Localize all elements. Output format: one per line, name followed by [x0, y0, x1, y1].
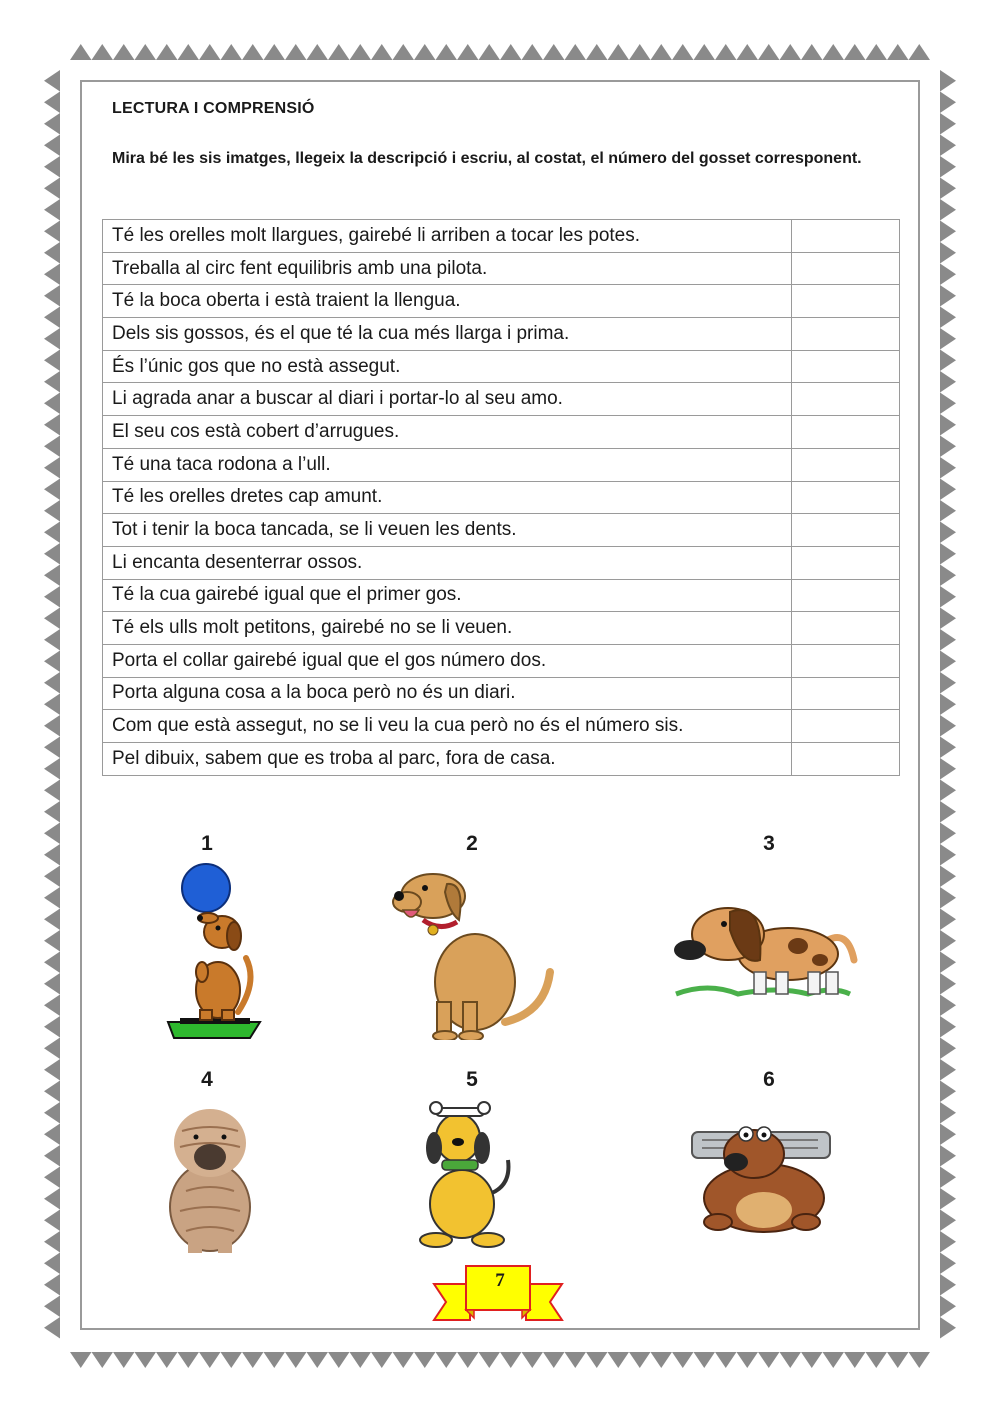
border-tooth: [44, 1231, 60, 1253]
border-tooth: [940, 715, 956, 737]
border-tooth: [940, 242, 956, 264]
border-tooth: [940, 801, 956, 823]
border-tooth: [44, 1038, 60, 1060]
border-tooth: [156, 1352, 178, 1368]
instructions: Mira bé les sis imatges, llegeix la descripció i escriu, al costat, el número del gosset corresponent.: [112, 150, 862, 167]
border-tooth: [44, 264, 60, 286]
border-tooth: [44, 887, 60, 909]
border-tooth: [866, 44, 888, 60]
border-tooth: [92, 1352, 114, 1368]
border-tooth: [44, 608, 60, 630]
border-tooth: [801, 44, 823, 60]
border-tooth: [44, 844, 60, 866]
border-tooth: [940, 350, 956, 372]
border-tooth: [940, 264, 956, 286]
brown-dog-with-newspaper-icon: [688, 1118, 838, 1236]
border-tooth: [44, 350, 60, 372]
border-tooth: [44, 1167, 60, 1189]
border-tooth: [70, 44, 92, 60]
border-tooth: [586, 1352, 608, 1368]
description-text: Té la cua gairebé igual que el primer gos.: [103, 579, 792, 612]
border-tooth: [242, 1352, 264, 1368]
border-tooth: [285, 44, 307, 60]
border-tooth: [940, 414, 956, 436]
dog-number-5: 5: [466, 1068, 478, 1091]
border-tooth: [350, 1352, 372, 1368]
border-tooth: [44, 1253, 60, 1275]
border-tooth: [70, 1352, 92, 1368]
border-tooth: [522, 44, 544, 60]
border-tooth: [940, 113, 956, 135]
table-row: [103, 743, 900, 776]
border-tooth: [651, 44, 673, 60]
border-tooth: [135, 44, 157, 60]
border-tooth: [940, 780, 956, 802]
border-tooth: [586, 44, 608, 60]
border-tooth: [500, 1352, 522, 1368]
border-tooth: [823, 44, 845, 60]
table-row: [103, 318, 900, 351]
answer-cell[interactable]: [792, 710, 900, 743]
border-tooth: [940, 543, 956, 565]
border-tooth: [44, 758, 60, 780]
border-tooth: [199, 1352, 221, 1368]
sitting-dog-tongue-out-icon: [385, 862, 560, 1040]
border-tooth: [940, 1124, 956, 1146]
border-tooth: [44, 694, 60, 716]
border-tooth: [479, 44, 501, 60]
border-tooth: [44, 414, 60, 436]
answer-cell[interactable]: [792, 644, 900, 677]
answer-cell[interactable]: [792, 350, 900, 383]
border-tooth: [940, 565, 956, 587]
table-row: [103, 546, 900, 579]
table-row: [103, 644, 900, 677]
border-tooth: [44, 156, 60, 178]
answer-cell[interactable]: [792, 579, 900, 612]
border-tooth: [909, 1352, 931, 1368]
border-tooth: [940, 371, 956, 393]
border-tooth: [940, 758, 956, 780]
description-text: Tot i tenir la boca tancada, se li veuen les dents.: [103, 514, 792, 547]
table-row: [103, 481, 900, 514]
border-tooth: [44, 543, 60, 565]
border-tooth: [44, 909, 60, 931]
border-tooth: [350, 44, 372, 60]
border-tooth: [44, 457, 60, 479]
description-text: Té la boca oberta i està traient la llengua.: [103, 285, 792, 318]
border-tooth: [44, 1016, 60, 1038]
border-tooth: [887, 44, 909, 60]
border-tooth: [844, 44, 866, 60]
border-tooth: [758, 1352, 780, 1368]
border-tooth: [393, 44, 415, 60]
border-tooth: [156, 44, 178, 60]
table-row: [103, 514, 900, 547]
border-tooth: [940, 221, 956, 243]
answer-cell[interactable]: [792, 252, 900, 285]
border-tooth: [44, 1102, 60, 1124]
border-tooth: [608, 44, 630, 60]
border-tooth: [44, 651, 60, 673]
border-tooth: [940, 1210, 956, 1232]
table-row: [103, 252, 900, 285]
border-tooth: [940, 522, 956, 544]
border-tooth: [940, 70, 956, 92]
answer-cell[interactable]: [792, 416, 900, 449]
border-tooth: [940, 135, 956, 157]
border-tooth: [285, 1352, 307, 1368]
border-tooth: [940, 586, 956, 608]
border-tooth: [940, 1274, 956, 1296]
border-tooth: [44, 522, 60, 544]
border-tooth: [44, 1124, 60, 1146]
border-tooth: [44, 221, 60, 243]
page-heading: LECTURA I COMPRENSIÓ: [112, 100, 315, 117]
border-tooth: [672, 44, 694, 60]
border-tooth: [940, 479, 956, 501]
border-tooth: [543, 1352, 565, 1368]
border-tooth: [940, 737, 956, 759]
page-number: 7: [495, 1270, 505, 1291]
border-tooth: [940, 973, 956, 995]
border-tooth: [737, 44, 759, 60]
border-tooth: [940, 952, 956, 974]
border-tooth: [44, 1210, 60, 1232]
border-tooth: [940, 328, 956, 350]
border-tooth: [940, 1038, 956, 1060]
table-row: [103, 416, 900, 449]
border-tooth: [44, 371, 60, 393]
border-tooth: [44, 1188, 60, 1210]
border-tooth: [264, 1352, 286, 1368]
border-tooth: [44, 737, 60, 759]
border-tooth: [44, 393, 60, 415]
border-tooth: [940, 823, 956, 845]
description-text: Porta el collar gairebé igual que el gos número dos.: [103, 644, 792, 677]
border-tooth: [715, 44, 737, 60]
border-tooth: [940, 156, 956, 178]
border-tooth: [457, 44, 479, 60]
answer-cell[interactable]: [792, 318, 900, 351]
border-tooth: [44, 973, 60, 995]
border-tooth: [940, 457, 956, 479]
border-tooth: [221, 44, 243, 60]
border-tooth: [651, 1352, 673, 1368]
border-tooth: [940, 285, 956, 307]
border-tooth: [694, 1352, 716, 1368]
border-tooth: [44, 780, 60, 802]
border-tooth: [844, 1352, 866, 1368]
border-tooth: [44, 1081, 60, 1103]
border-tooth: [909, 44, 931, 60]
border-tooth: [242, 44, 264, 60]
description-table: [102, 219, 900, 776]
border-tooth: [178, 1352, 200, 1368]
border-tooth: [940, 307, 956, 329]
border-tooth: [887, 1352, 909, 1368]
yellow-dog-with-bone-icon: [412, 1100, 522, 1250]
border-tooth: [940, 866, 956, 888]
description-text: Té les orelles molt llargues, gairebé li arriben a tocar les potes.: [103, 220, 792, 253]
border-tooth: [694, 44, 716, 60]
description-text: El seu cos està cobert d’arrugues.: [103, 416, 792, 449]
border-tooth: [44, 1274, 60, 1296]
border-tooth: [940, 436, 956, 458]
border-tooth: [479, 1352, 501, 1368]
table-row: [103, 612, 900, 645]
border-tooth: [940, 1059, 956, 1081]
table-row: [103, 220, 900, 253]
border-tooth: [940, 500, 956, 522]
table-row: [103, 579, 900, 612]
description-text: Té les orelles dretes cap amunt.: [103, 481, 792, 514]
border-tooth: [113, 44, 135, 60]
border-tooth: [44, 113, 60, 135]
border-tooth: [44, 995, 60, 1017]
border-tooth: [44, 479, 60, 501]
border-tooth: [199, 44, 221, 60]
border-tooth: [758, 44, 780, 60]
dog-number-4: 4: [201, 1068, 213, 1091]
border-tooth: [940, 672, 956, 694]
description-text: Pel dibuix, sabem que es troba al parc, fora de casa.: [103, 743, 792, 776]
answer-cell[interactable]: [792, 285, 900, 318]
border-tooth: [940, 1296, 956, 1318]
border-tooth: [44, 565, 60, 587]
border-tooth: [264, 44, 286, 60]
description-text: És l’únic gos que no està assegut.: [103, 350, 792, 383]
border-tooth: [940, 1102, 956, 1124]
table-row: [103, 285, 900, 318]
description-text: Porta alguna cosa a la boca però no és un diari.: [103, 677, 792, 710]
answer-cell[interactable]: [792, 743, 900, 776]
dog-number-3: 3: [763, 832, 775, 855]
border-tooth: [629, 44, 651, 60]
border-tooth: [543, 44, 565, 60]
border-tooth: [393, 1352, 415, 1368]
dog-number-6: 6: [763, 1068, 775, 1091]
dog-number-1: 1: [201, 832, 213, 855]
border-tooth: [940, 1081, 956, 1103]
border-tooth: [44, 1145, 60, 1167]
border-tooth: [565, 44, 587, 60]
border-tooth: [44, 178, 60, 200]
border-tooth: [940, 1167, 956, 1189]
description-text: Com que està assegut, no se li veu la cua però no és el número sis.: [103, 710, 792, 743]
description-text: Dels sis gossos, és el que té la cua més llarga i prima.: [103, 318, 792, 351]
border-tooth: [44, 199, 60, 221]
border-tooth: [940, 608, 956, 630]
border-tooth: [44, 715, 60, 737]
border-tooth: [371, 44, 393, 60]
border-tooth: [44, 1296, 60, 1318]
answer-cell[interactable]: [792, 514, 900, 547]
border-tooth: [940, 92, 956, 114]
answer-cell[interactable]: [792, 448, 900, 481]
border-tooth: [436, 44, 458, 60]
border-tooth: [940, 199, 956, 221]
border-tooth: [92, 44, 114, 60]
border-tooth: [780, 1352, 802, 1368]
table-row: [103, 350, 900, 383]
border-tooth: [44, 1317, 60, 1339]
border-tooth: [940, 995, 956, 1017]
border-tooth: [940, 651, 956, 673]
border-tooth: [940, 930, 956, 952]
border-tooth: [44, 629, 60, 651]
border-tooth: [44, 801, 60, 823]
table-row: [103, 383, 900, 416]
border-tooth: [940, 909, 956, 931]
border-tooth: [672, 1352, 694, 1368]
border-tooth: [44, 866, 60, 888]
border-tooth: [629, 1352, 651, 1368]
border-tooth: [940, 629, 956, 651]
border-tooth: [780, 44, 802, 60]
border-tooth: [44, 328, 60, 350]
description-text: Li agrada anar a buscar al diari i portar-lo al seu amo.: [103, 383, 792, 416]
border-tooth: [178, 44, 200, 60]
border-tooth: [940, 1253, 956, 1275]
table-row: [103, 448, 900, 481]
description-text: Té els ulls molt petitons, gairebé no se li veuen.: [103, 612, 792, 645]
border-tooth: [44, 672, 60, 694]
border-tooth: [44, 930, 60, 952]
answer-cell[interactable]: [792, 220, 900, 253]
border-tooth: [866, 1352, 888, 1368]
border-tooth: [44, 500, 60, 522]
table-row: [103, 677, 900, 710]
border-tooth: [414, 1352, 436, 1368]
border-tooth: [113, 1352, 135, 1368]
answer-cell[interactable]: [792, 612, 900, 645]
border-tooth: [457, 1352, 479, 1368]
border-tooth: [801, 1352, 823, 1368]
border-tooth: [328, 1352, 350, 1368]
border-tooth: [307, 44, 329, 60]
border-tooth: [940, 1145, 956, 1167]
border-tooth: [940, 694, 956, 716]
border-tooth: [565, 1352, 587, 1368]
border-tooth: [940, 1016, 956, 1038]
border-tooth: [715, 1352, 737, 1368]
border-tooth: [44, 1059, 60, 1081]
border-tooth: [307, 1352, 329, 1368]
border-tooth: [414, 44, 436, 60]
border-tooth: [44, 436, 60, 458]
description-text: Té una taca rodona a l’ull.: [103, 448, 792, 481]
border-tooth: [500, 44, 522, 60]
border-tooth: [940, 844, 956, 866]
border-tooth: [44, 952, 60, 974]
border-tooth: [44, 92, 60, 114]
border-tooth: [940, 178, 956, 200]
spotted-dog-long-ears-icon: [668, 890, 858, 1010]
border-tooth: [44, 242, 60, 264]
wrinkled-sharpei-dog-icon: [160, 1095, 260, 1255]
border-tooth: [44, 823, 60, 845]
table-row: [103, 710, 900, 743]
border-tooth: [44, 307, 60, 329]
border-tooth: [44, 135, 60, 157]
border-tooth: [940, 887, 956, 909]
border-tooth: [940, 1231, 956, 1253]
border-tooth: [44, 285, 60, 307]
border-tooth: [371, 1352, 393, 1368]
border-tooth: [940, 393, 956, 415]
border-tooth: [436, 1352, 458, 1368]
border-tooth: [737, 1352, 759, 1368]
dog-number-2: 2: [466, 832, 478, 855]
border-tooth: [940, 1317, 956, 1339]
answer-cell[interactable]: [792, 677, 900, 710]
border-tooth: [608, 1352, 630, 1368]
description-text: Treballa al circ fent equilibris amb una pilota.: [103, 252, 792, 285]
border-tooth: [135, 1352, 157, 1368]
border-tooth: [328, 44, 350, 60]
border-tooth: [823, 1352, 845, 1368]
answer-cell[interactable]: [792, 481, 900, 514]
border-tooth: [221, 1352, 243, 1368]
description-text: Li encanta desenterrar ossos.: [103, 546, 792, 579]
border-tooth: [522, 1352, 544, 1368]
answer-cell[interactable]: [792, 383, 900, 416]
border-tooth: [44, 70, 60, 92]
border-tooth: [940, 1188, 956, 1210]
border-tooth: [44, 586, 60, 608]
answer-cell[interactable]: [792, 546, 900, 579]
circus-dog-with-ball-icon: [160, 862, 270, 1040]
